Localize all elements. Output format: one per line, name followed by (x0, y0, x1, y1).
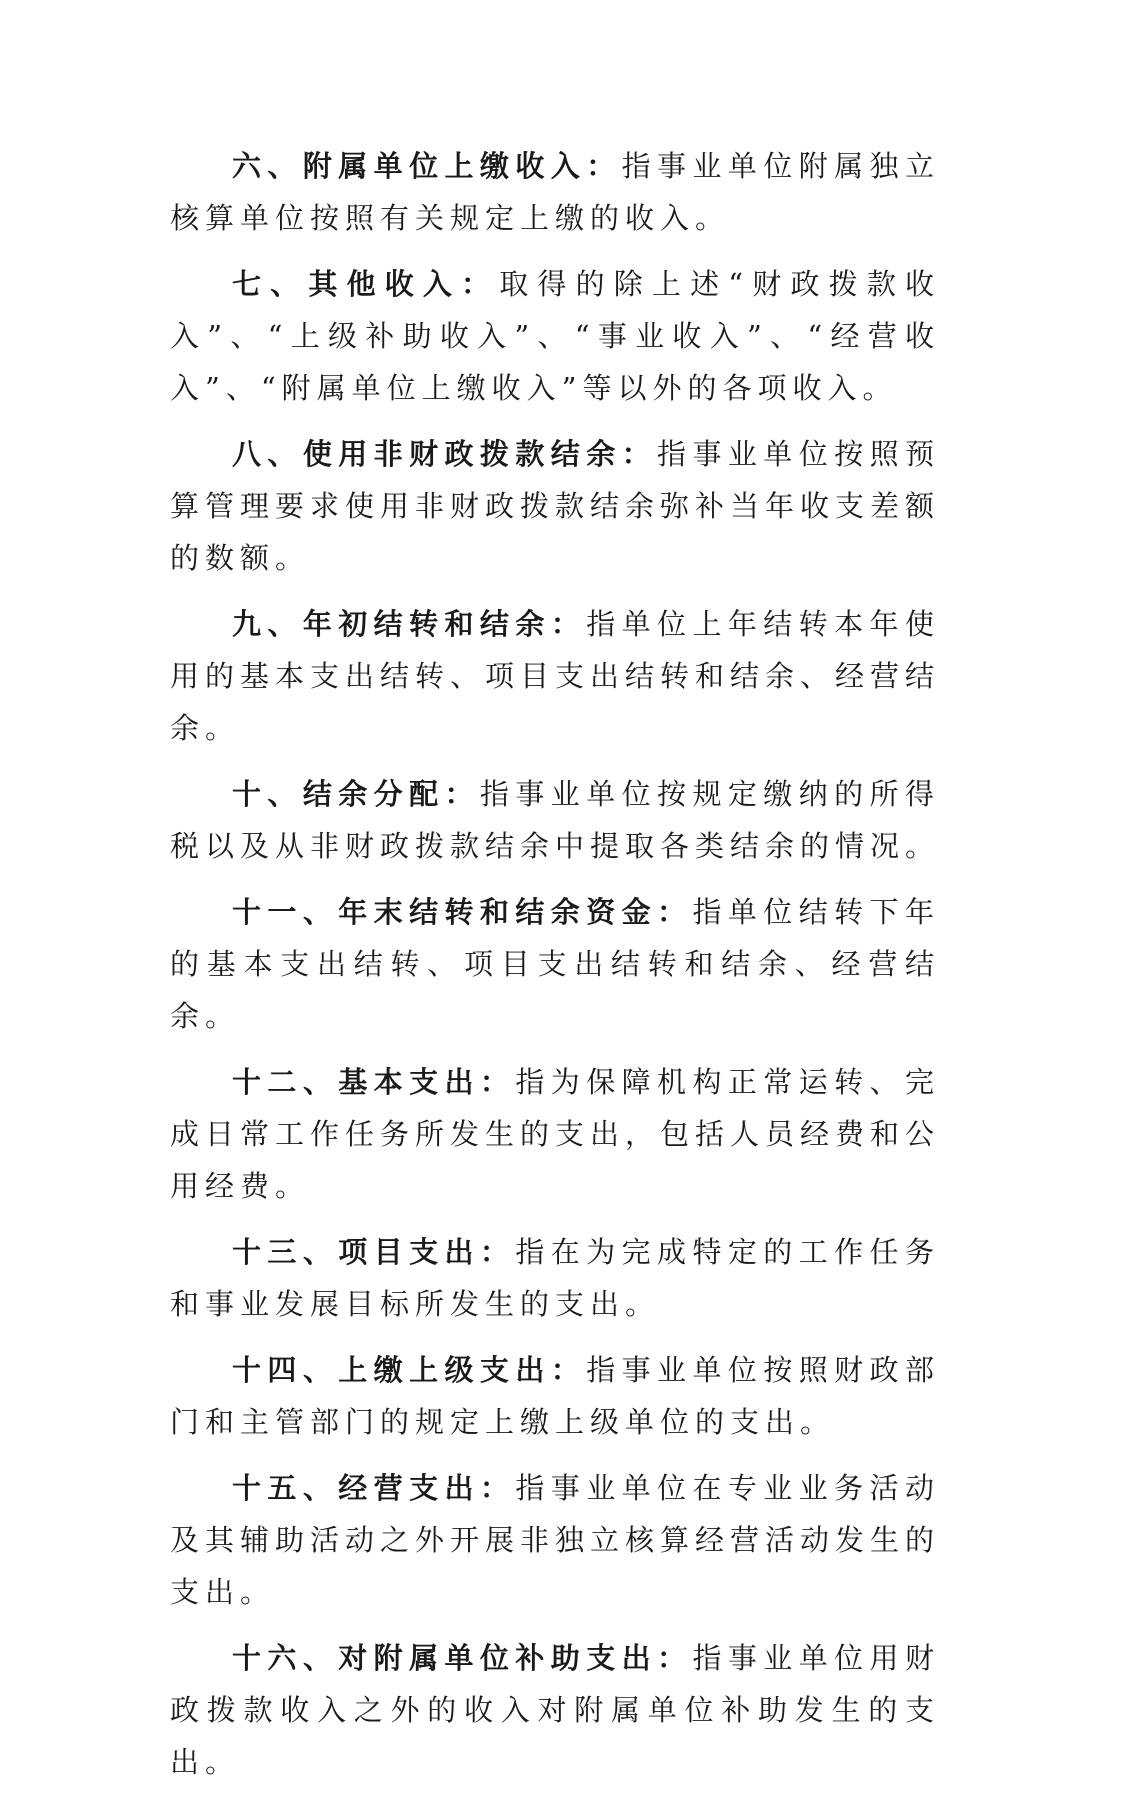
term-definition: 指事业单位用财政拨款收入之外的收入对附属单位补助发生的支出。 (170, 1641, 940, 1779)
definition-paragraph (170, 1462, 940, 1618)
definition-paragraph (170, 258, 940, 414)
term-heading: 十、结余分配： (232, 777, 480, 811)
definition-paragraph (170, 1226, 940, 1330)
term-definition: 指为保障机构正常运转、完成日常工作任务所发生的支出，包括人员经费和公用经费。 (170, 1065, 941, 1203)
term-definition: 指事业单位附属独立核算单位按照有关规定上缴的收入。 (170, 149, 940, 235)
term-definition: 指事业单位在专业业务活动及其辅助活动之外开展非独立核算经营活动发生的支出。 (170, 1471, 941, 1609)
definition-paragraph (170, 886, 940, 1042)
term-heading: 十四、上缴上级支出： (232, 1353, 587, 1387)
term-heading: 十三、项目支出： (232, 1235, 516, 1269)
term-heading: 十六、对附属单位补助支出： (232, 1641, 693, 1675)
term-heading: 十二、基本支出： (232, 1065, 516, 1099)
term-heading: 九、年初结转和结余： (232, 607, 587, 641)
term-definition: 指单位结转下年的基本支出结转、项目支出结转和结余、经营结余。 (170, 895, 940, 1033)
term-definition: 指事业单位按照财政部门和主管部门的规定上缴上级单位的支出。 (170, 1353, 940, 1439)
term-heading: 七、其他收入： (232, 267, 500, 301)
definition-paragraph (170, 428, 940, 584)
definition-paragraph (170, 1632, 940, 1788)
term-heading: 八、使用非财政拨款结余： (232, 437, 658, 471)
term-heading: 十一、年末结转和结余资金： (232, 895, 693, 929)
term-definition: 指单位上年结转本年使用的基本支出结转、项目支出结转和结余、经营结余。 (170, 607, 941, 745)
definition-paragraph (170, 1056, 940, 1212)
definition-paragraph (170, 598, 940, 754)
definition-paragraph (170, 1344, 940, 1448)
document-body (170, 140, 940, 1802)
term-definition: 取得的除上述“财政拨款收入”、“上级补助收入”、“事业收入”、“经营收入”、“附属单位上缴收入”等以外的各项收入。 (170, 267, 940, 405)
definition-paragraph (170, 768, 940, 872)
term-definition: 指在为完成特定的工作任务和事业发展目标所发生的支出。 (170, 1235, 940, 1321)
term-definition: 指事业单位按照预算管理要求使用非财政拨款结余弥补当年收支差额的数额。 (170, 437, 941, 575)
definition-paragraph (170, 140, 940, 244)
term-definition: 指事业单位按规定缴纳的所得税以及从非财政拨款结余中提取各类结余的情况。 (170, 777, 941, 863)
term-heading: 六、附属单位上缴收入： (232, 149, 622, 183)
term-heading: 十五、经营支出： (232, 1471, 516, 1505)
